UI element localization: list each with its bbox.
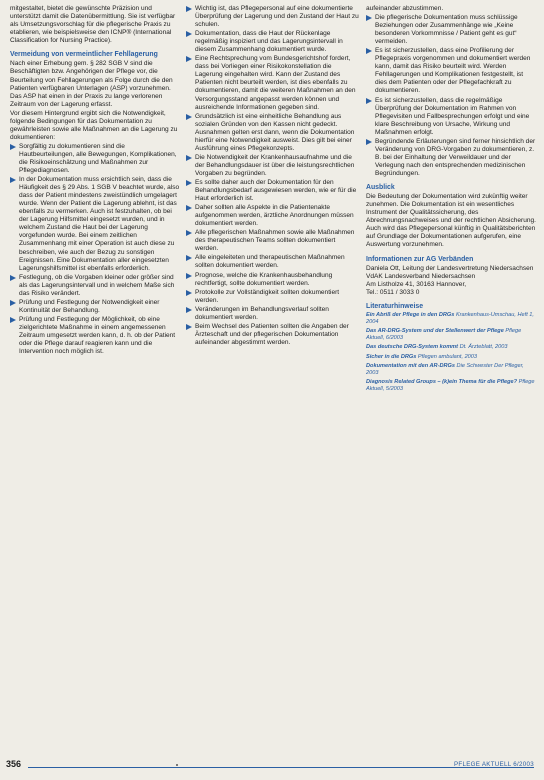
list-item-text: In der Dokumentation muss ersichtlich sein, dass die Häufigkeit des § 29 Abs. 1 SGB V beachtet wurde, also dass der Patient mindestens zweistündlich umgelagert wurde. Wenn der Patient die Lagerung ablehnt, ist das ebenfalls zu vermerken. Auch ist festzuhalten, ob bei der Lagerung Hilfsmittel eingesetzt wurden, und in welchem Zustand die Haut bei der Lagerung vorgefunden wurde. Bei einem zeitlichen Zusammenhang mit einer Operation ist auch diese zu beschreiben, wie auch der Bezug zu sonstigen Ereignissen. Eine Dokumentation aller eingesetzten Lagerungshilfsmittel ist ebenfalls erforderlich. xyxy=(19,176,180,272)
col1-paragraph-1: Nach einer Erhebung gem. § 282 SGB V sind die Beschäftigten bzw. Angehörigen der Pflege vor, die Beurteilung von Fehllagerungen als Folge durch die den Patienten verfügbaren Unterlagen (ASP) vorzunehmen. Das ASP hat einen in der Praxis zu lange verlorenen Zeitraum von der Lagerung erfasst. xyxy=(10,60,173,108)
list-item xyxy=(186,5,360,29)
list-item xyxy=(186,272,360,288)
literature-source: Die Schwester Der Pfleger, 2003 xyxy=(366,362,524,376)
list-item xyxy=(186,204,360,228)
list-item xyxy=(186,113,360,153)
col1-paragraph-2: Vor diesem Hintergrund ergibt sich die Notwendigkeit, folgende Bedingungen für das Dokumentation zu gewährleisten sowie alle Maßnahmen an die Lagerung zu dokumentieren: xyxy=(10,109,178,141)
list-item xyxy=(186,229,360,253)
list-item xyxy=(366,14,536,46)
literature-item xyxy=(366,379,536,393)
list-item-text: Dokumentation, dass die Haut der Rückenlage regelmäßig inspiziert und das Lagerungsintervall in diesem Zusammenhang dokumentiert wurde. xyxy=(195,30,343,54)
section-heading-literature: Literaturhinweise xyxy=(366,302,424,310)
section-heading-ausblick: Ausblick xyxy=(366,183,395,191)
bullet-triangle-icon xyxy=(366,48,372,54)
literature-list xyxy=(366,312,536,393)
list-item-text: Prüfung und Festlegung der Möglichkeit, ob eine zielgerichtete Maßnahme in einem angemessenen Zeitraum umgesetzt werden kann, d. h. ob der Patient oder die Pflege darauf reagieren kann und die Intervention noch möglich ist. xyxy=(19,315,176,356)
page-number: 356 xyxy=(6,759,22,769)
col3-intro: aufeinander abzustimmen. xyxy=(366,5,444,12)
literature-source: Pflegen ambulant, 2003 xyxy=(417,353,478,360)
bullet-triangle-icon xyxy=(186,290,192,296)
list-item xyxy=(186,289,360,305)
footer-dot xyxy=(176,764,178,766)
bullet-triangle-icon xyxy=(186,273,192,279)
list-item-text: Beim Wechsel des Patienten sollten die Angaben der Ärzteschaft und der pflegerischen Dokumentation aufeinander abgestimmt werden. xyxy=(195,322,349,346)
literature-item xyxy=(366,363,536,377)
literature-title: Dokumentation mit den AR-DRGs xyxy=(366,362,455,369)
list-item xyxy=(10,274,180,298)
column-3 xyxy=(366,5,536,395)
list-item-text: Alle eingeleiteten und therapeutischen Maßnahmen sollten dokumentiert werden. xyxy=(195,254,345,270)
bullet-triangle-icon xyxy=(366,98,372,104)
literature-source: Krankenhaus-Umschau, Heft 1, 2004 xyxy=(366,312,534,326)
col1-bullet-list xyxy=(10,143,180,356)
list-item xyxy=(10,316,180,356)
contact-line: Daniela Ott, Leitung der Landesvertretung Niedersachsen xyxy=(366,264,534,272)
column-2 xyxy=(186,5,360,348)
list-item-text: Wichtig ist, das Pflegepersonal auf eine dokumentierte Überprüfung der Lagerung und den Zustand der Haut zu schulen. xyxy=(195,5,359,29)
magazine-issue-label: PFLEGE AKTUELL 6/2003 xyxy=(453,761,534,768)
contact-block xyxy=(366,265,536,297)
list-item-text: Die pflegerische Dokumentation muss schlüssige Beziehungen oder Zusammenhänge wie „Keine besonderen Vorkommnisse / Patient geht es gut“ vermeiden. xyxy=(375,14,518,46)
list-item xyxy=(186,254,360,270)
bullet-triangle-icon xyxy=(186,180,192,186)
list-item-text: Prognose, welche die Krankenhausbehandlung rechtfertigt, sollte dokumentiert werden. xyxy=(195,271,333,287)
literature-title: Das deutsche DRG-System kommt xyxy=(366,344,459,351)
column-1 xyxy=(10,5,180,357)
list-item xyxy=(186,306,360,322)
list-item-text: Es sollte daher auch der Dokumentation für den Behandlungsbedarf ausgewiesen werden, wie er für die Haut erforderlich ist. xyxy=(195,178,357,203)
list-item xyxy=(366,97,536,137)
literature-item xyxy=(366,312,536,326)
list-item-text: Prüfung und Festlegung der Notwendigkeit einer Kontinuität der Behandlung. xyxy=(19,298,160,314)
contact-line: VdAK Landesverband Niedersachsen xyxy=(366,272,476,280)
bullet-triangle-icon xyxy=(10,300,16,306)
bullet-triangle-icon xyxy=(366,15,372,21)
bullet-triangle-icon xyxy=(10,275,16,281)
bullet-triangle-icon xyxy=(10,317,16,323)
col2-bullet-list xyxy=(186,5,360,347)
contact-line: Am Listholze 41, 30163 Hannover, xyxy=(366,280,467,288)
bullet-triangle-icon xyxy=(186,230,192,236)
list-item xyxy=(366,138,536,178)
list-item xyxy=(10,176,180,273)
list-item-text: Daher sollten alle Aspekte in die Patientenakte aufgenommen werden, ärztliche Anordnungen müssen dokumentiert werden. xyxy=(195,204,354,228)
list-item xyxy=(366,47,536,95)
bullet-triangle-icon xyxy=(186,255,192,261)
bullet-triangle-icon xyxy=(186,6,192,12)
literature-source: Dt. Ärzteblatt, 2003 xyxy=(459,344,508,351)
list-item-text: Eine Rechtsprechung vom Bundesgerichtshof fordert, dass bei Vorliegen einer Risikokonstellation die Lagerung eingehalten wird. Kann der Zustand des Patienten nicht beurteilt werden, ist dies ebenfalls zu dokumentieren, damit die weiteren Maßnahmen an den Versorgungsstand angepasst werden können und ausreichende Informationen gegeben sind. xyxy=(195,55,356,111)
list-item xyxy=(186,154,360,178)
list-item xyxy=(10,143,180,175)
literature-title: Sicher in die DRGs xyxy=(366,353,417,360)
literature-source: Pflege Aktuell, 5/2003 xyxy=(366,378,535,392)
bullet-triangle-icon xyxy=(10,144,16,150)
list-item-text: Alle pflegerischen Maßnahmen sowie alle Maßnahmen des therapeutischen Teams sollten dokumentiert werden. xyxy=(195,229,355,253)
list-item-text: Sorgfältig zu dokumentieren sind die Hautbeurteilungen, alle Bewegungen, Komplikationen, die Risikoeinschätzung und Maßnahmen zur Pflegediagnosen. xyxy=(19,142,177,175)
bullet-triangle-icon xyxy=(186,307,192,313)
literature-source: Pflege Aktuell, 6/2003 xyxy=(366,328,522,342)
bullet-triangle-icon xyxy=(186,324,192,330)
list-item xyxy=(186,30,360,54)
literature-item xyxy=(366,328,536,342)
bullet-triangle-icon xyxy=(186,155,192,161)
col3-bullet-list xyxy=(366,14,536,178)
bullet-triangle-icon xyxy=(366,139,372,145)
literature-title: Ein Abriß der Pflege in den DRGs xyxy=(366,312,455,319)
bullet-triangle-icon xyxy=(10,177,16,183)
literature-item xyxy=(366,344,536,351)
literature-item xyxy=(366,354,536,361)
bullet-triangle-icon xyxy=(186,205,192,211)
bullet-triangle-icon xyxy=(186,56,192,62)
list-item-text: Festlegung, ob die Vorgaben kleiner oder größer sind als das Lagerungsintervall und in welchem Maße sich das Risiko verändert. xyxy=(19,273,175,297)
contact-line: Tel.: 0511 / 3033 0 xyxy=(366,288,420,296)
list-item-text: Grundsätzlich ist eine einheitliche Behandlung aus sozialen Gründen von den Kassen nicht gedeckt. Ausnahmen gelten erst dann, wenn die Dokumentation hierfür eine Notwendigkeit ausweist. Dies gilt bei einer Ausführung eines Pflegekonzepts. xyxy=(195,112,355,152)
list-item xyxy=(186,55,360,111)
literature-title: Das AR-DRG-System und der Stellenwert der Pflege xyxy=(366,328,504,335)
list-item xyxy=(186,179,360,203)
bullet-triangle-icon xyxy=(186,114,192,120)
section-heading-contact: Informationen zur AG Verbänden xyxy=(366,255,474,263)
list-item-text: Protokolle zur Vollständigkeit sollten dokumentiert werden. xyxy=(195,288,340,304)
bullet-triangle-icon xyxy=(186,31,192,37)
ausblick-paragraph: Die Bedeutung der Dokumentation wird zukünftig weiter zunehmen. Die Dokumentation ist ein wesentliches Instrument der Qualitätssicherung, des Abrechnungsnachweises und der rechtlichen Absicherung. Auch wird das Pflegepersonal künftig in Qualitätsberichten auf Grundlage der Dokumentationen aufgerufen, eine Auswertung vorzunehmen. xyxy=(366,193,536,249)
list-item-text: Veränderungen im Behandlungsverlauf sollten dokumentiert werden. xyxy=(195,305,329,321)
section-heading-fehllagerung: Vermeidung von vermeintlicher Fehllagerung xyxy=(10,51,158,59)
list-item-text: Es ist sicherzustellen, dass eine Profilierung der Pflegepraxis vorgenommen und dokumentiert werden kann, damit das Risiko beurteilt wird. Werden Fehllagerungen und Komplikationen festgestellt, ist dies dem Patienten oder der Pflegefachkraft zu dokumentieren. xyxy=(375,47,531,95)
list-item-text: Begründende Erläuterungen sind ferner hinsichtlich der Veränderung von DRG-Vorgaben zu dokumentieren, z. B. bei der Einhaltung der Verweildauer und der Verlegung nach den entsprechenden medizinischen Begründungen. xyxy=(375,137,536,177)
list-item xyxy=(10,299,180,315)
list-item-text: Die Notwendigkeit der Krankenhausaufnahme und die der Behandlungsdauer ist über die leistungsrechtlichen Vorgaben zu begründen. xyxy=(195,153,355,177)
list-item xyxy=(186,323,360,347)
col1-intro-paragraph: mitgestaltet, bietet die gewünschte Präzision und unterstützt damit die Datenübermittlung. Sie ist verfügbar als Umsetzungsvorschlag für die pflegerische Praxis zu etablieren, wie beispielsweise den ICNP® (International Classification for Nursing Practice). xyxy=(10,5,176,45)
literature-title: Diagnosis Related Groups – (k)ein Thema für die Pflege? xyxy=(366,378,518,385)
list-item-text: Es ist sicherzustellen, dass die regelmäßige Überprüfung der Dokumentation im Rahmen von Pflegevisiten und Fallbesprechungen erfolgt und eine klare Beschreibung von Ursache, Wirkung und Maßnahmen erfolgt. xyxy=(375,96,530,136)
